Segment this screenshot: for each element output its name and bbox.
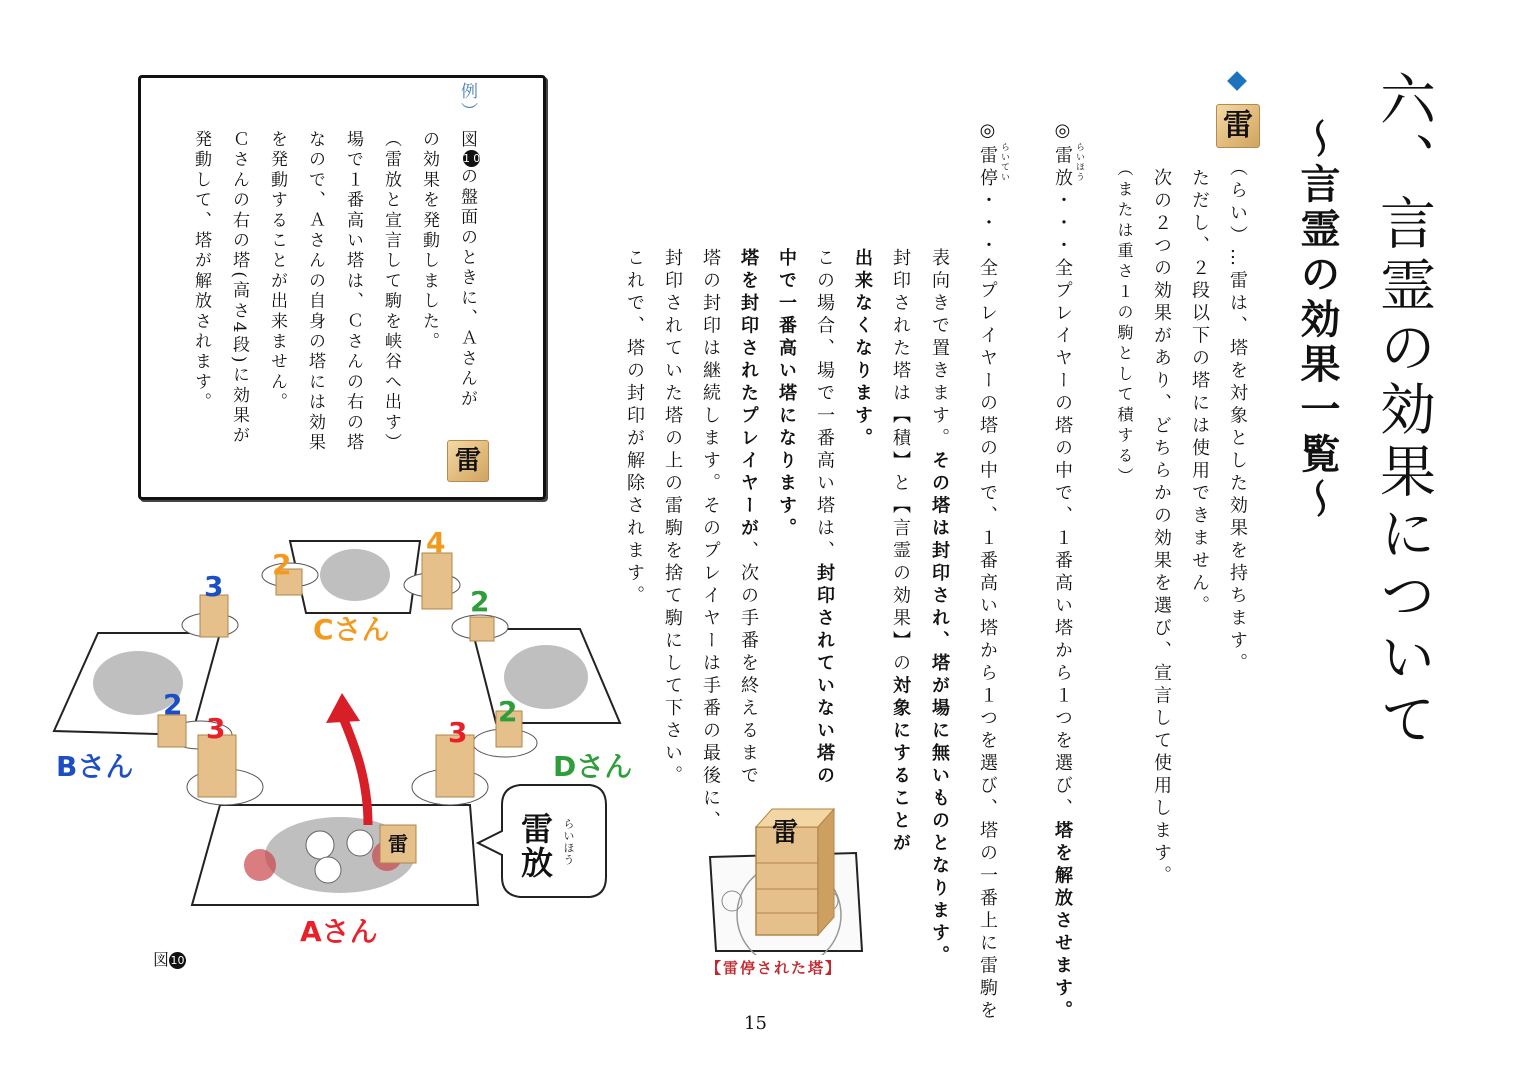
raitei-text-4: 出来なくなります。 <box>852 248 873 451</box>
rai-note: （または重さ１の駒として積する） <box>1115 160 1134 488</box>
figure-label-prefix: 図 <box>153 950 170 969</box>
tower-rai-koma: 雷 <box>771 818 798 848</box>
level-c-right: 4 <box>426 526 446 559</box>
example-text-8: 発動して、塔が解放されます。 <box>191 130 211 413</box>
example-text-6: を発動することが出来ません。 <box>267 130 287 413</box>
tower-side-face <box>818 809 834 935</box>
example-rai-koma-icon: 雷 <box>447 440 489 482</box>
raitei-text-3b: 対象にすることが <box>890 675 911 856</box>
example-text-3: （雷放と宣言して駒を峡谷へ出す） <box>381 130 401 454</box>
level-d-far: 2 <box>470 585 490 618</box>
level-b-near-big: 3 <box>206 712 226 745</box>
raihou-rule <box>1053 120 1071 1023</box>
example-text-1a: 図 <box>457 130 477 151</box>
rai-description: （らい）…雷は、塔を対象とした効果を持ちます。 <box>1227 158 1248 676</box>
figure-number-badge: 10 <box>463 152 484 166</box>
bubble-text: 雷放 <box>516 812 554 880</box>
raitei-text-5a: この場合、場で一番高い塔は、 <box>814 248 835 563</box>
example-text-5: なので、Ａさんの自身の塔には効果 <box>305 130 325 454</box>
koma-spot-icon <box>347 830 373 856</box>
level-b-far: 3 <box>204 570 224 603</box>
raitei-text-5b: 封印されていない塔の <box>814 563 835 788</box>
tower-d-top <box>470 617 494 641</box>
arrow-head-icon <box>326 693 360 723</box>
page-number: 15 <box>744 1013 767 1034</box>
rai-restriction: ただし、２段以下の塔には使用できません。 <box>1189 168 1210 618</box>
raitei-ruby: らいてい <box>999 142 1009 182</box>
raitei-text-8: 塔の封印は継続します。そのプレイヤーは手番の最後に、 <box>700 248 721 833</box>
example-text-2: の効果を発動しました。 <box>419 130 439 353</box>
level-d-near-big: 3 <box>448 716 468 749</box>
page-subtitle: ～言霊の効果一覧～ <box>1294 118 1341 523</box>
koma-spot-icon <box>306 831 334 859</box>
raitei-text-7b: 、次の手番を終えるまで <box>738 540 759 788</box>
raitei-text-5 <box>815 248 833 788</box>
tower-caption: 【雷停された塔】 <box>706 959 843 977</box>
player-b-label: Bさん <box>56 750 134 783</box>
koma-spot-icon <box>315 857 341 883</box>
raitei-text-2a: 表向きで置きます。 <box>929 248 950 451</box>
raitei-text-7a: 塔を封印されたプレイヤーが <box>738 248 759 541</box>
example-text-1 <box>457 130 484 410</box>
raihou-bold: 塔を解放させます。 <box>1052 820 1073 1023</box>
diamond-bullet-icon <box>1227 71 1247 91</box>
level-c-left: 2 <box>272 548 292 581</box>
figure-label-number: 10 <box>170 954 185 967</box>
level-d-near-small: 2 <box>498 695 518 728</box>
raitei-text-2 <box>930 248 948 968</box>
player-c-label: Cさん <box>313 613 390 646</box>
rai-choice-text: 次の２つの効果があり、どちらかの効果を選び、宣言して使用します。 <box>1151 168 1172 888</box>
raitei-text-3 <box>891 248 909 856</box>
raitei-text-3a: 封印された塔は【積】と【言霊の効果】の <box>890 248 911 676</box>
figure-label <box>153 947 186 970</box>
raitei-rule: ◎雷停・・・全プレイヤーの塔の中で、１番高い塔から１つを選び、塔の一番上に雷駒を <box>977 120 998 1023</box>
player-a-label: Aさん <box>300 915 378 948</box>
seal-mark-icon <box>244 849 276 881</box>
example-text-4: 場で１番高い塔は、Ｃさんの右の塔 <box>343 130 363 454</box>
raitei-text-7 <box>739 248 757 788</box>
level-b-near-small: 2 <box>163 688 183 721</box>
player-d-label: Dさん <box>553 750 633 783</box>
raitei-text-6: 中で一番高い塔になります。 <box>776 248 797 541</box>
tower-c-right <box>422 553 452 609</box>
bubble-ruby: らいほう <box>562 818 575 866</box>
played-koma-char: 雷 <box>388 832 408 856</box>
raitei-text-10: これで、塔の封印が解除されます。 <box>624 248 645 608</box>
example-text-7: Ｃさんの右の塔(高さ4段)に効果が <box>229 130 249 447</box>
raitei-text-2b: その塔は封印され、塔が場に無いものとなります。 <box>929 450 950 968</box>
canyon-art-c <box>320 549 390 601</box>
rai-koma-icon: 雷 <box>1216 104 1260 148</box>
raihou-ruby: らいほう <box>1074 142 1084 182</box>
board-figure <box>50 525 650 945</box>
page-title: 六、言霊の効果について <box>1371 70 1436 752</box>
example-text-1b: の盤面のときに、Ａさんが <box>457 167 477 410</box>
example-label: 例） <box>457 82 477 123</box>
raitei-text-9: 封印されていた塔の上の雷駒を捨て駒にして下さい。 <box>662 248 683 788</box>
raihou-text: ◎雷放・・・全プレイヤーの塔の中で、１番高い塔から１つを選び、 <box>1052 120 1073 821</box>
